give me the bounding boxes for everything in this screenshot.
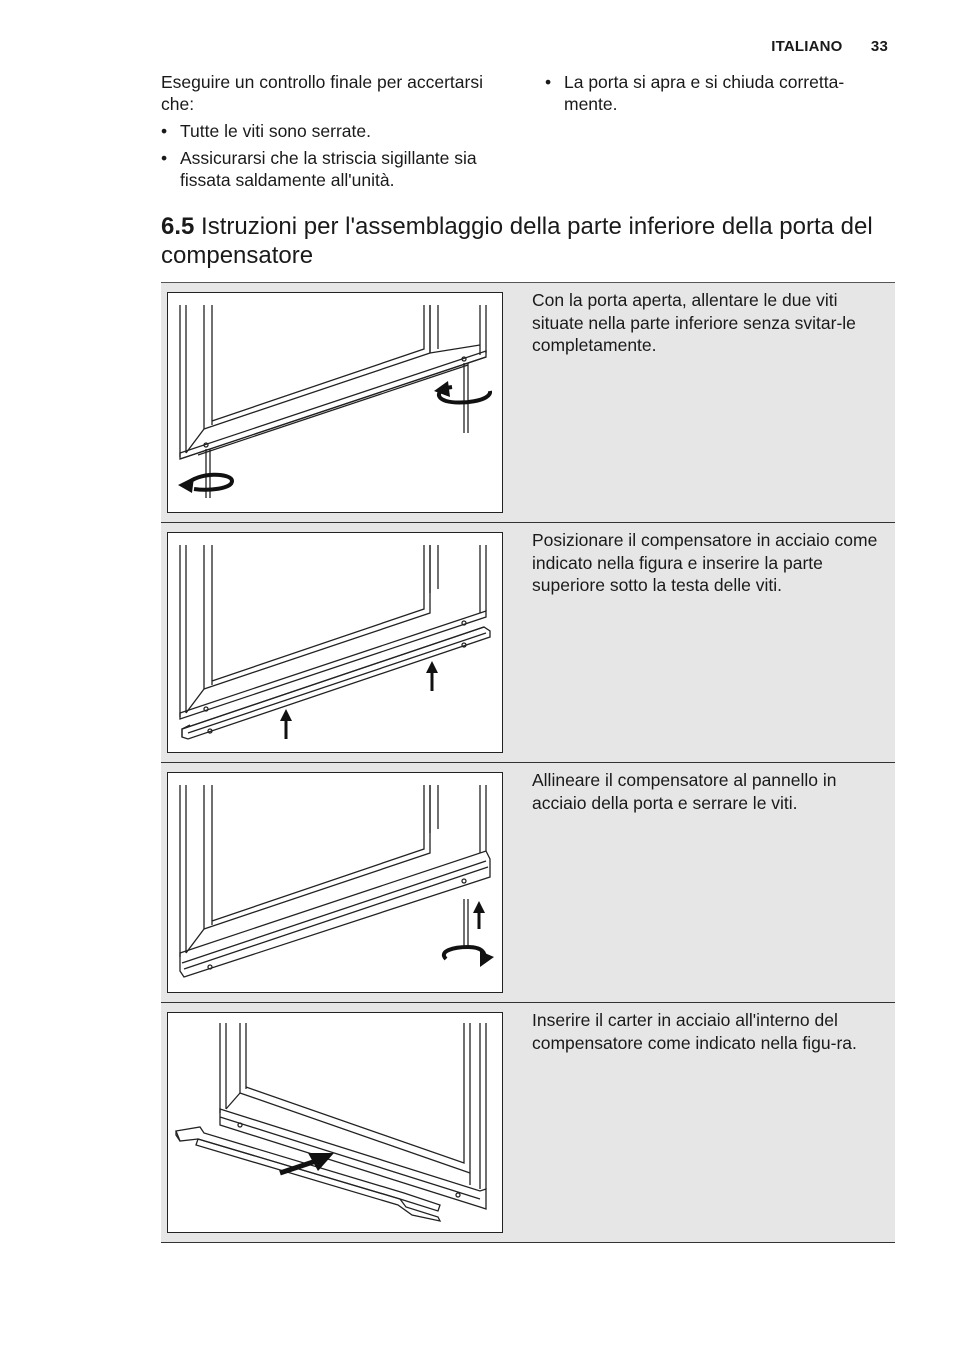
intro-right-column — [545, 71, 880, 120]
page-number: 33 — [870, 38, 888, 55]
steps-table — [161, 282, 895, 1243]
step-row-3 — [161, 763, 895, 1003]
step-1-illustration — [167, 292, 503, 513]
step-4-text: Inserire il carter in acciaio all'interno del compensatore come indicato nella figu-ra. — [532, 1010, 857, 1053]
step-row-4 — [161, 1003, 895, 1243]
door-insert-carter-icon — [168, 1013, 502, 1232]
intro-bullet-screws: • Tutte le viti sono serrate. — [161, 120, 511, 142]
intro-left-column — [161, 71, 511, 196]
intro-bullet-seal: • Assicurarsi che la striscia sigillante sia fissata saldamente all'unità. — [161, 147, 511, 191]
header-language: ITALIANO — [771, 38, 843, 55]
step-row-1 — [161, 283, 895, 523]
step-row-2 — [161, 523, 895, 763]
section-title: Istruzioni per l'assemblaggio della parte inferiore della porta del compensatore — [161, 213, 873, 269]
section-number: 6.5 — [161, 213, 195, 240]
step-3-illustration — [167, 772, 503, 993]
intro-bullet-list — [161, 120, 511, 191]
step-3-text: Allineare il compensatore al pannello in acciaio della porta e serrare le viti. — [532, 770, 837, 813]
step-2-illustration — [167, 532, 503, 753]
door-loosen-screws-icon — [168, 293, 502, 512]
step-1-text: Con la porta aperta, allentare le due viti situate nella parte inferiore senza svitar-le completamente. — [532, 290, 856, 355]
intro-bullet-list-right — [545, 71, 880, 115]
door-insert-compensator-icon — [168, 533, 502, 752]
intro-paragraph: Eseguire un controllo finale per accertarsi che: — [161, 72, 483, 114]
step-4-illustration — [167, 1012, 503, 1233]
intro-bullet-door: • La porta si apra e si chiuda corretta-mente. — [545, 71, 880, 115]
step-2-text: Posizionare il compensatore in acciaio come indicato nella figura e inserire la parte superiore sotto la testa delle viti. — [532, 530, 878, 595]
section-heading — [161, 212, 891, 270]
page-header — [771, 38, 888, 55]
door-tighten-screws-icon — [168, 773, 502, 992]
